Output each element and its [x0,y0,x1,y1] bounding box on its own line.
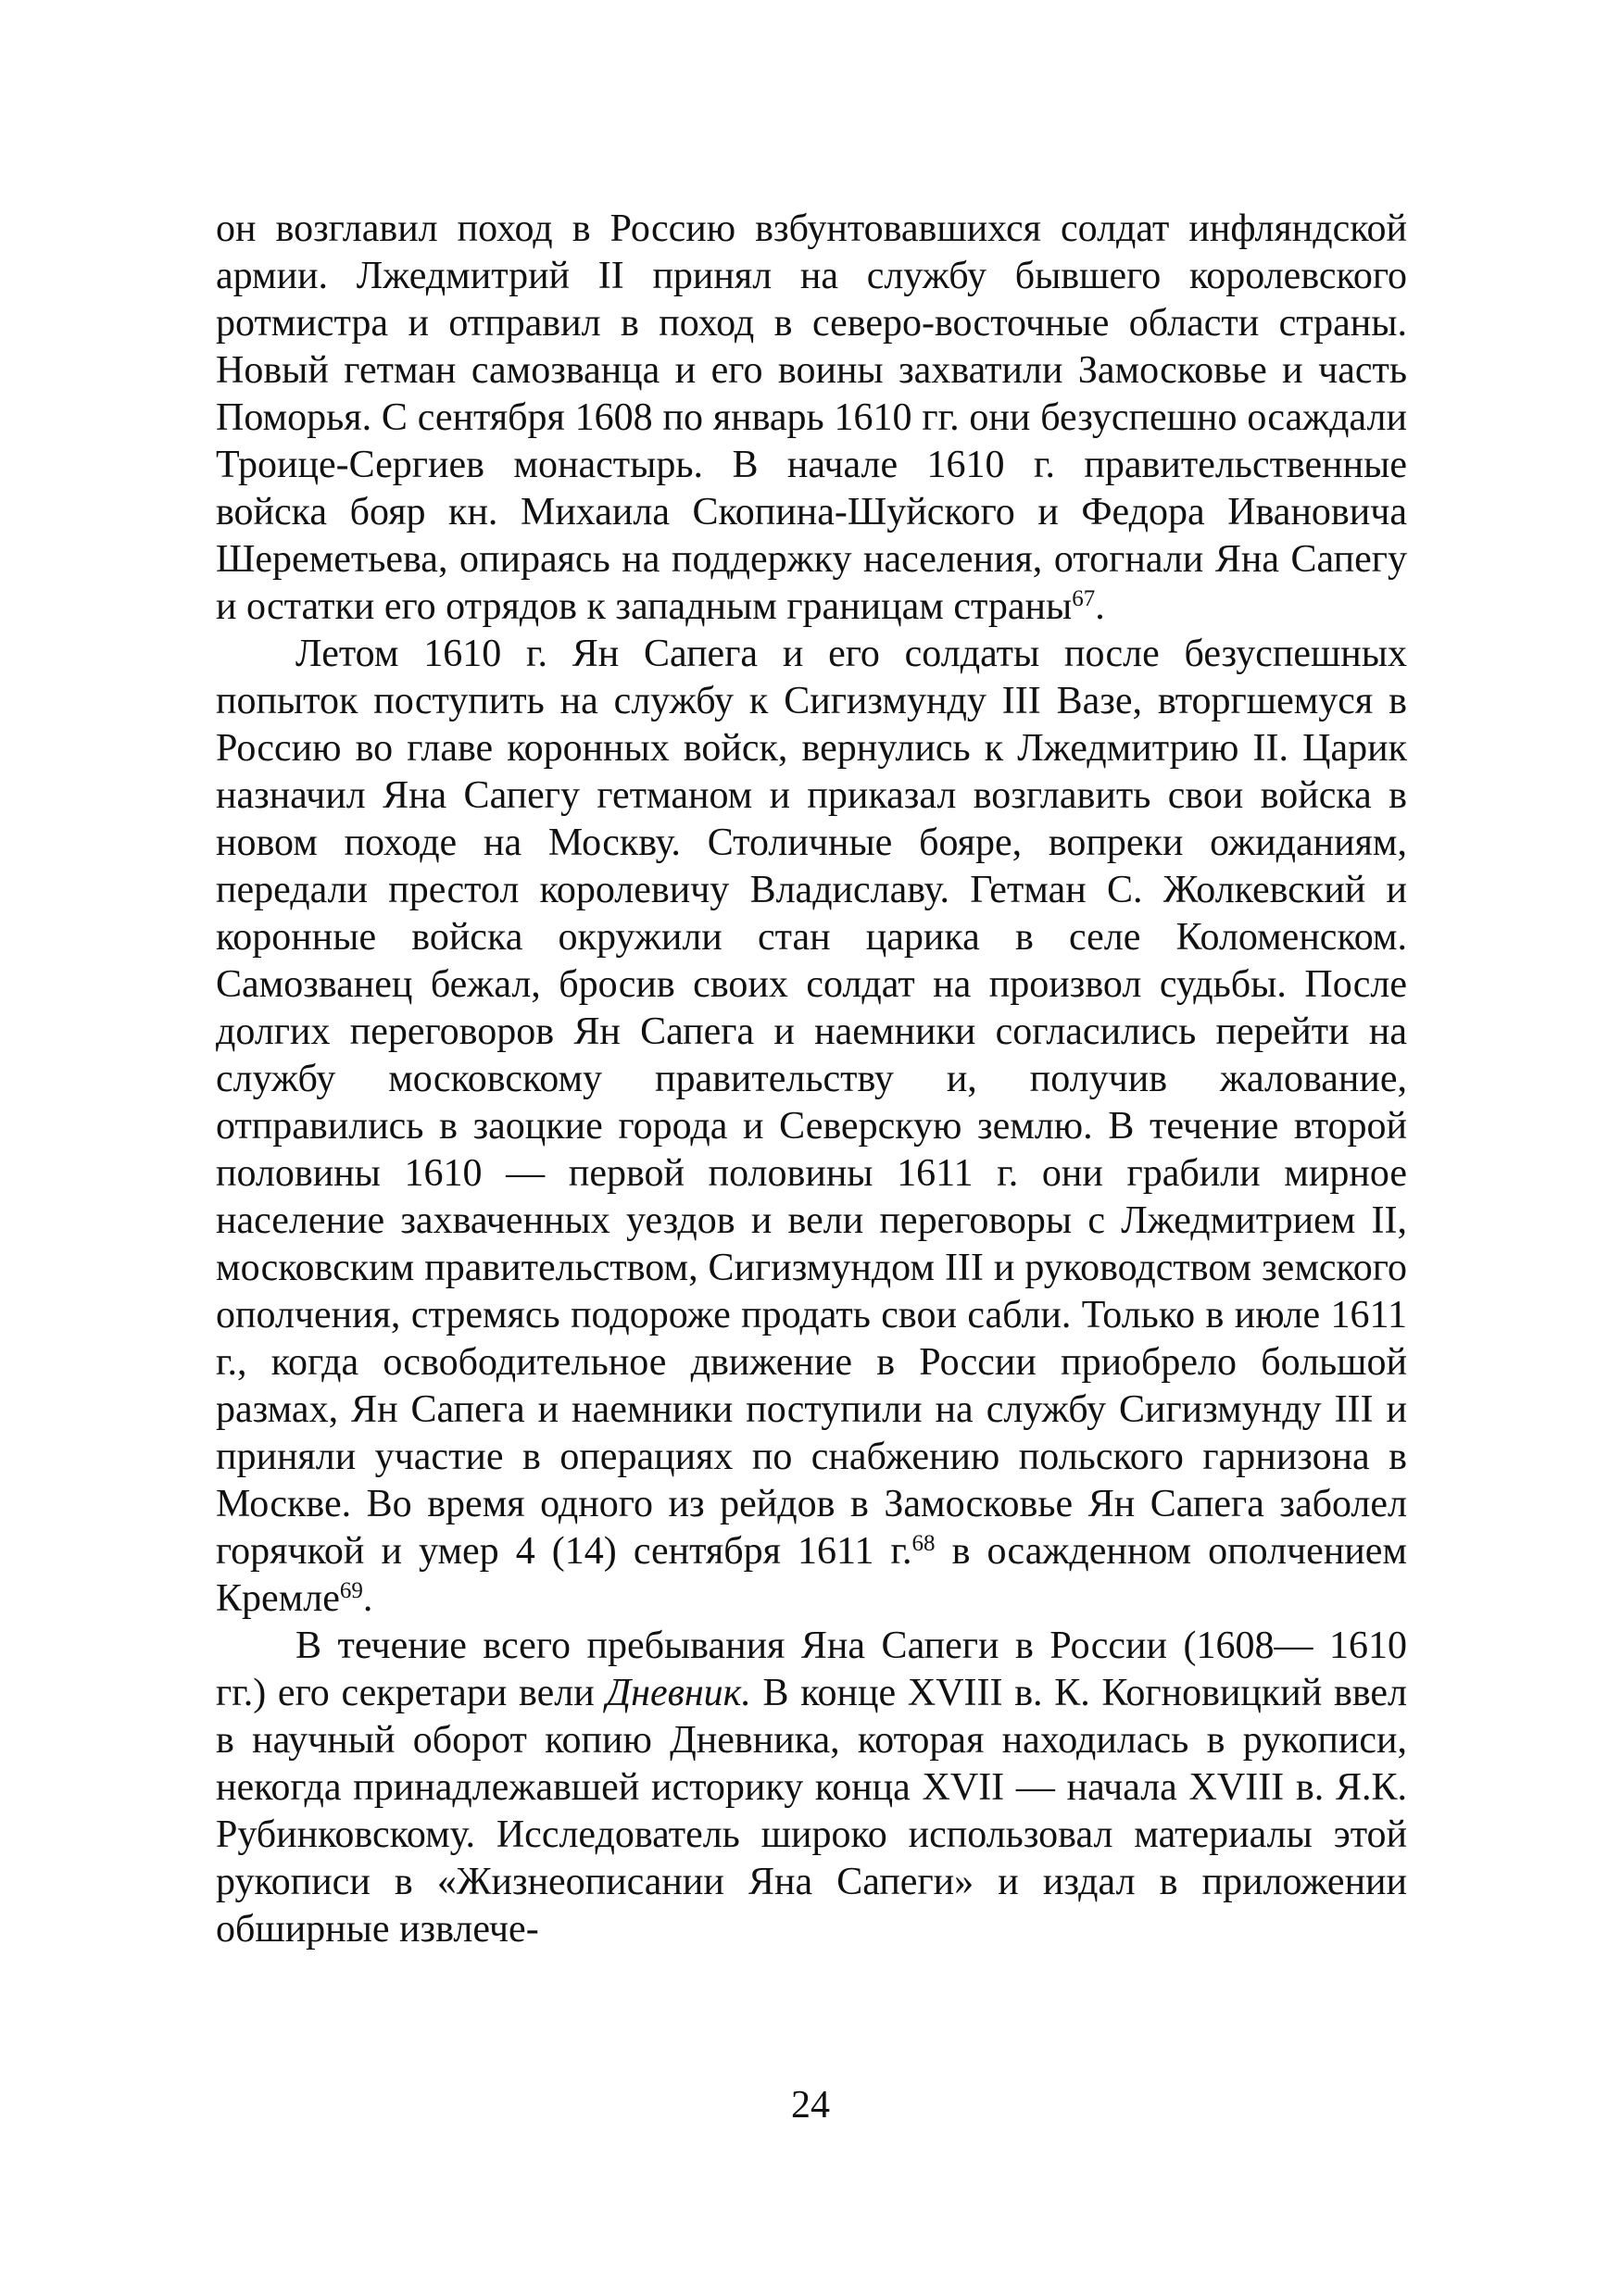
paragraph-3-text-cont: В конце XVIII в. К. Когновицкий ввел в научный оборот копию Дневника, которая находилась в рукописи, некогда принадлежавшей историку конца XVII — начала XVIII в. Я.К. Рубинковскому. Исследователь широко использовал материалы этой рукописи в «Жизнеописании Яна Сапеги» и издал в приложении обширные извлече- [216,1672,1408,1951]
paragraph-2-end: . [362,1577,373,1620]
paragraph-2-text-cont: в осажденном ополчением Кремле [216,1530,1407,1620]
paragraph-2-text: Летом 1610 г. Ян Сапега и его солдаты после безуспешных попыток поступить на службу к Сигизмунду III Вазе, вторгшемуся в Россию во главе коронных войск, вернулись к Лжедмитрию II. Царик назначил Яна Сапегу гетманом и приказал возглавить свои войска в новом походе на Москву. Столичные бояре, вопреки ожиданиям, передали престол королевичу Владиславу. Гетман С. Жолкевский и коронные войска окружили стан царика в селе Коломенском. Самозванец бежал, бросив своих солдат на произвол судьбы. После долгих переговоров Ян Сапега и наемники согласились перейти на службу московскому правительству и, получив жалование, отправились в заоцкие города и Северскую землю. В течение второй половины 1610 — первой половины 1611 г. они грабили мирное население захваченных уездов и вели переговоры с Лжедмитрием II, московским правительством, Сигизмундом III и руководством земского ополчения, стремясь подороже продать свои сабли. Только в июле 1611 г., когда освободительное движение в России приобрело большой размах, Ян Сапега и наемники поступили на службу Сигизмунду III и приняли участие в операциях по снабжению польского гарнизона в Москве. Во время одного из рейдов в Замосковье Ян Сапега заболел горячкой и умер 4 (14) сентября 1611 г. [216,633,1407,1573]
paragraph-1 [216,206,1407,631]
footnote-ref-67: 67 [1072,586,1096,611]
italic-title-diary: Дневник. [606,1672,751,1714]
footnote-ref-69: 69 [339,1578,363,1603]
page-number: 24 [791,2084,830,2127]
page-body [216,206,1407,1953]
footnote-ref-68: 68 [911,1531,936,1556]
paragraph-1-text: он возглавил поход в Россию взбунтовавшихся солдат инфляндской армии. Лжедмитрий II принял на службу бывшего королевского ротмистра и отправил в поход в северо-восточные области страны. Новый гетман самозванца и его воины захватили Замосковье и часть Поморья. С сентября 1608 по январь 1610 гг. они безуспешно осаждали Троице-Сергиев монастырь. В начале 1610 г. правительственные войска бояр кн. Михаила Скопина-Шуйского и Федора Ивановича Шереметьева, опираясь на поддержку населения, отогнали Яна Сапегу и остатки его отрядов к западным границам страны [216,207,1407,628]
paragraph-3 [216,1623,1407,1953]
paragraph-2 [216,631,1407,1623]
paragraph-1-end: . [1095,585,1105,628]
paragraph-3-text: В течение всего пребывания Яна Сапеги в России (1608— 1610 гг.) его секретари вели [216,1625,1407,1714]
